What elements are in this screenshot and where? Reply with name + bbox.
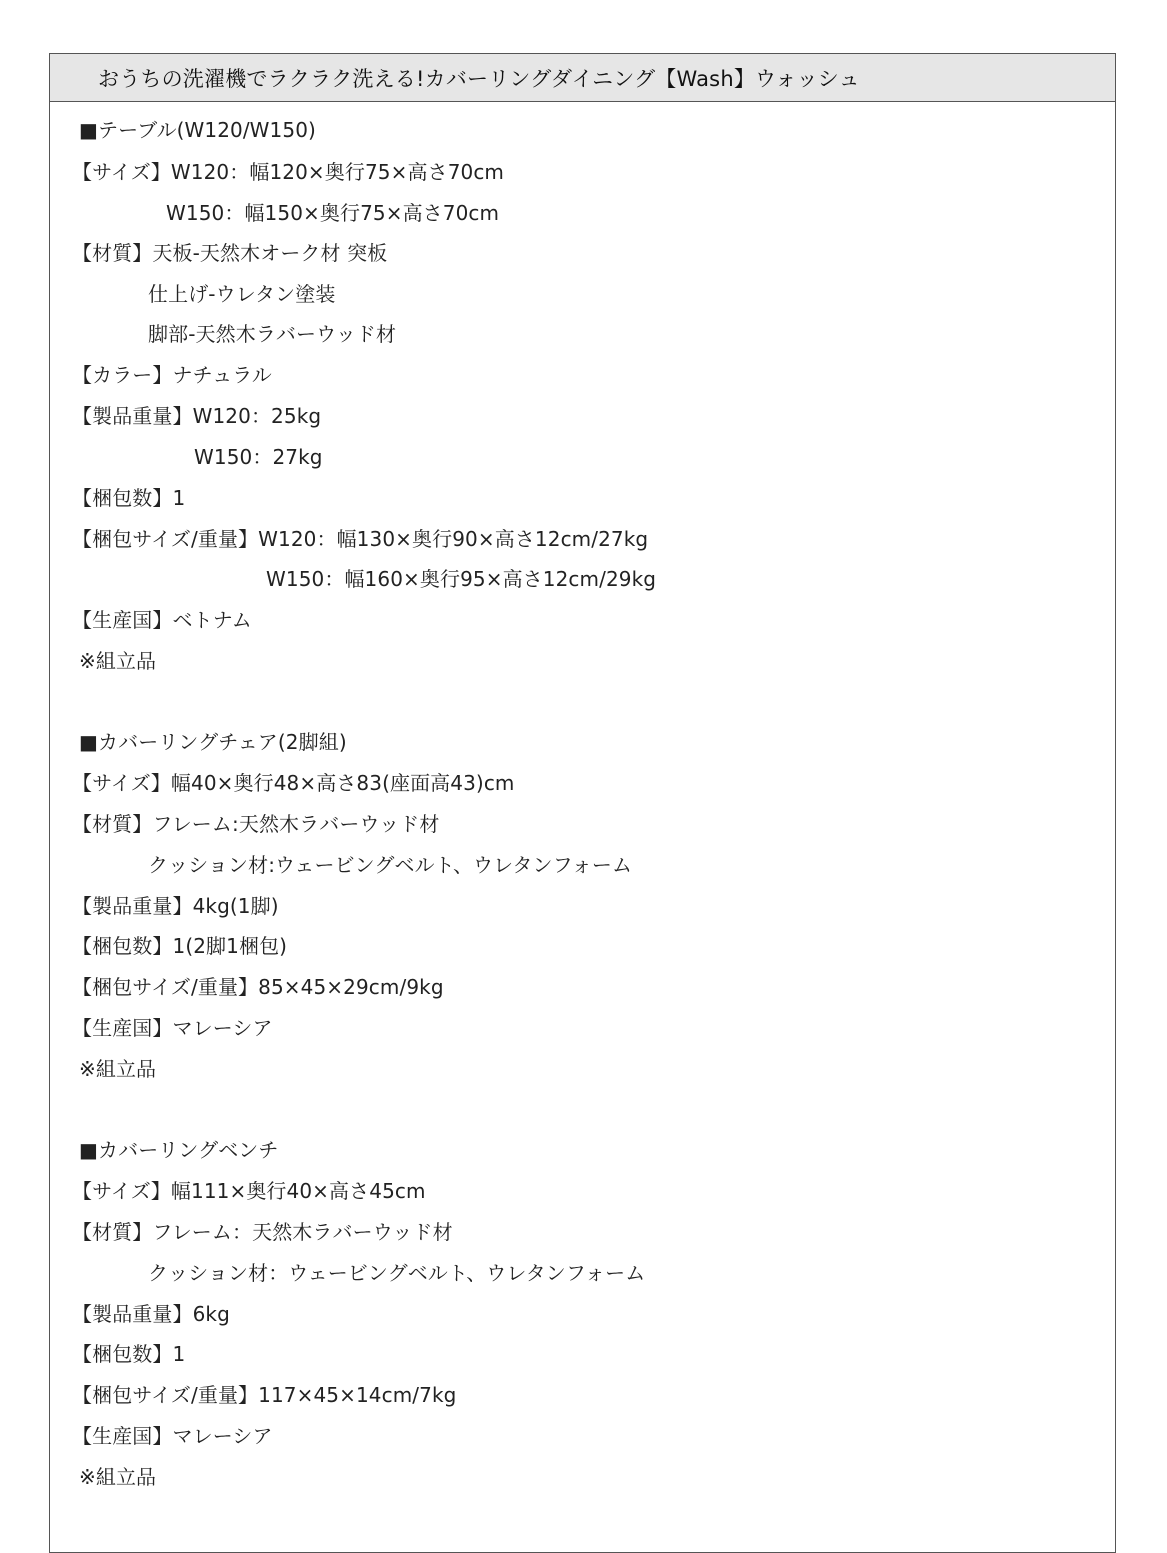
table-material-top: 【材質】天板-天然木オーク材 突板 — [72, 241, 388, 265]
chair-material-cushion: クッション材:ウェービングベルト、ウレタンフォーム — [148, 853, 633, 877]
bench-weight: 【製品重量】6kg — [72, 1302, 230, 1326]
bench-material-cushion: クッション材：ウェービングベルト、ウレタンフォーム — [148, 1261, 646, 1285]
table-package-count: 【梱包数】1 — [72, 486, 186, 510]
table-package-size-w120: 【梱包サイズ/重量】W120：幅130×奥行90×高さ12cm/27kg — [72, 527, 649, 551]
table-size-w120: 【サイズ】W120：幅120×奥行75×高さ70cm — [72, 160, 505, 184]
table-material-legs: 脚部-天然木ラバーウッド材 — [148, 322, 397, 346]
spec-panel — [49, 53, 1116, 1553]
spec-content — [50, 102, 1115, 1552]
table-material-finish: 仕上げ-ウレタン塗装 — [148, 282, 336, 306]
bench-size: 【サイズ】幅111×奥行40×高さ45cm — [72, 1179, 426, 1203]
table-assembly-note: ※組立品 — [79, 649, 157, 673]
chair-weight: 【製品重量】4kg(1脚) — [72, 894, 279, 918]
chair-assembly-note: ※組立品 — [79, 1057, 157, 1081]
chair-material-frame: 【材質】フレーム:天然木ラバーウッド材 — [72, 812, 440, 836]
section-heading-bench: ■カバーリングベンチ — [79, 1138, 279, 1162]
bench-material-frame: 【材質】フレーム：天然木ラバーウッド材 — [72, 1220, 453, 1244]
table-size-w150: W150：幅150×奥行75×高さ70cm — [166, 201, 500, 225]
bench-origin: 【生産国】マレーシア — [72, 1424, 273, 1448]
chair-package-count: 【梱包数】1(2脚1梱包) — [72, 934, 288, 958]
section-heading-chair: ■カバーリングチェア(2脚組) — [79, 730, 347, 754]
table-package-size-w150: W150：幅160×奥行95×高さ12cm/29kg — [266, 567, 657, 591]
title-bar — [50, 54, 1115, 102]
bench-package-count: 【梱包数】1 — [72, 1342, 186, 1366]
table-weight-w150: W150：27kg — [194, 445, 323, 469]
section-heading-table: ■テーブル(W120/W150) — [79, 118, 316, 142]
table-origin: 【生産国】ベトナム — [72, 608, 252, 632]
bench-assembly-note: ※組立品 — [79, 1465, 157, 1489]
chair-origin: 【生産国】マレーシア — [72, 1016, 273, 1040]
chair-size: 【サイズ】幅40×奥行48×高さ83(座面高43)cm — [72, 771, 515, 795]
page-title: おうちの洗濯機でラクラク洗える!カバーリングダイニング【Wash】ウォッシュ — [98, 66, 860, 91]
table-color: 【カラー】ナチュラル — [72, 363, 272, 387]
table-weight-w120: 【製品重量】W120：25kg — [72, 404, 322, 428]
chair-package-size: 【梱包サイズ/重量】85×45×29cm/9kg — [72, 975, 444, 999]
bench-package-size: 【梱包サイズ/重量】117×45×14cm/7kg — [72, 1383, 457, 1407]
